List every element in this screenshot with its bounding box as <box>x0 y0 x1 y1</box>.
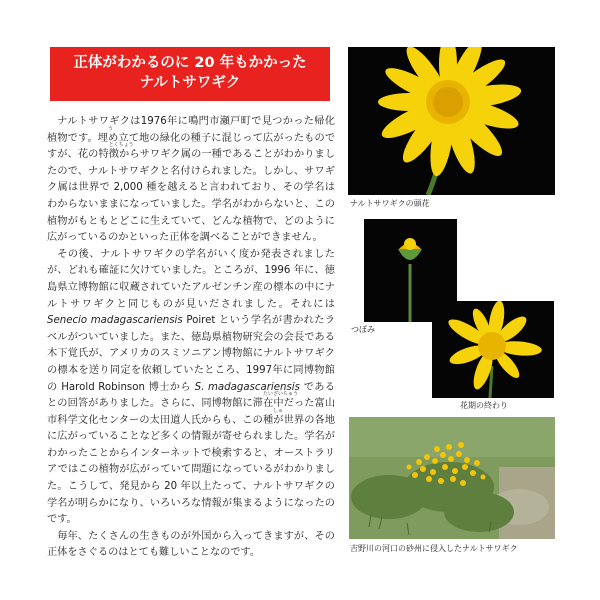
ruby-base: 種 <box>262 414 274 426</box>
sandbar-field-caption: 吉野川の河口の砂州に侵入したナルトサワギク <box>350 544 518 553</box>
ruby-word <box>262 407 284 426</box>
ruby-text: たいざいちゅう <box>262 391 298 398</box>
article-title-banner <box>50 47 330 101</box>
paragraph-3: 毎年、たくさんの生きものが外国から入ってきますが、その正体をさぐるのはとても難しいことなのです。 <box>47 530 335 559</box>
paragraph-2 <box>47 247 335 529</box>
ruby-word <box>98 142 134 161</box>
text-segment: が世界の各地に広がっていることなど多くの情報が寄せられました。学名がわかったことからインターネットで検索すると、オーストラリアではこの植物が広がっていて問題になっているがわかりました。こうして、発見から 20 年以上たって、ナルトサワギクの学名が明らかになり、いろいろな情報が集まるようになったのです。 <box>47 414 336 526</box>
bud-caption: つぼみ <box>351 325 375 334</box>
text-segment: からサワギク属の一種であることがわかりましたので、ナルトサワギクと名付けられました。しかし、サワギク属は世界で 2,000 種を越えると言われており、その学名はわからないままになっていました。学名がわからないと、この植物がもともとどこに生えていて、どんな植物で、どのように広がっているのかといった正体を調べることができません。 <box>47 149 336 244</box>
article-title-line2: ナルトサワギク <box>139 75 241 91</box>
flower-head-caption: ナルトサワギクの頭花 <box>350 199 430 208</box>
ruby-base: 滞在中 <box>252 398 284 410</box>
late-flowering-photo <box>432 301 554 398</box>
article-body <box>47 114 335 562</box>
text-segment: ナルトサワギクは1976年に鳴門市瀬戸町で見つかった帰化植物です。 <box>47 116 335 144</box>
article-title-line1: 正体がわかるのに 20 年もかかった <box>73 55 307 71</box>
paragraph-1 <box>47 114 335 247</box>
text-segment: Poiret という学名が書かれたラベルがついていました。また、徳島県植物研究会の会長である木下覚氏が、アメリカのスミソニアン博物館にナルトサワギクの標本を送り同定を依頼していたところ、1997年に同博物館の Harold Robinson 博士から <box>47 315 335 393</box>
sandbar-field-photo <box>349 417 555 539</box>
ruby-base: 特徴 <box>98 149 120 161</box>
flower-head-photo <box>348 47 555 195</box>
scientific-name: Senecio madagascariensis <box>47 315 183 327</box>
text-segment: その後、ナルトサワギクの学名がいく度か発表されましたが、どれも確証に欠けていました。ところが、1996 年に、徳島県立博物館に収蔵されていたアルゼンチン産の標本の中にナルトサワギクと同じものが見いだされました。それには <box>47 248 335 310</box>
text-segment: だった富山市科学文化センターの太田道人氏からも、この <box>47 398 336 426</box>
ruby-text: しゅ <box>273 407 284 414</box>
ruby-text: とくちょう <box>108 142 134 149</box>
text-segment: て地の緑化の種子に混じって広がったものですが、花の <box>47 132 336 161</box>
scientific-name: S. madagascariensis <box>194 381 300 393</box>
ruby-base: 埋め立 <box>97 132 129 144</box>
late-flowering-caption: 花期の終わり <box>460 401 508 410</box>
text-segment: であるとの回答がありました。さらに、同博物館に <box>47 381 335 410</box>
ruby-text: う <box>107 125 113 132</box>
